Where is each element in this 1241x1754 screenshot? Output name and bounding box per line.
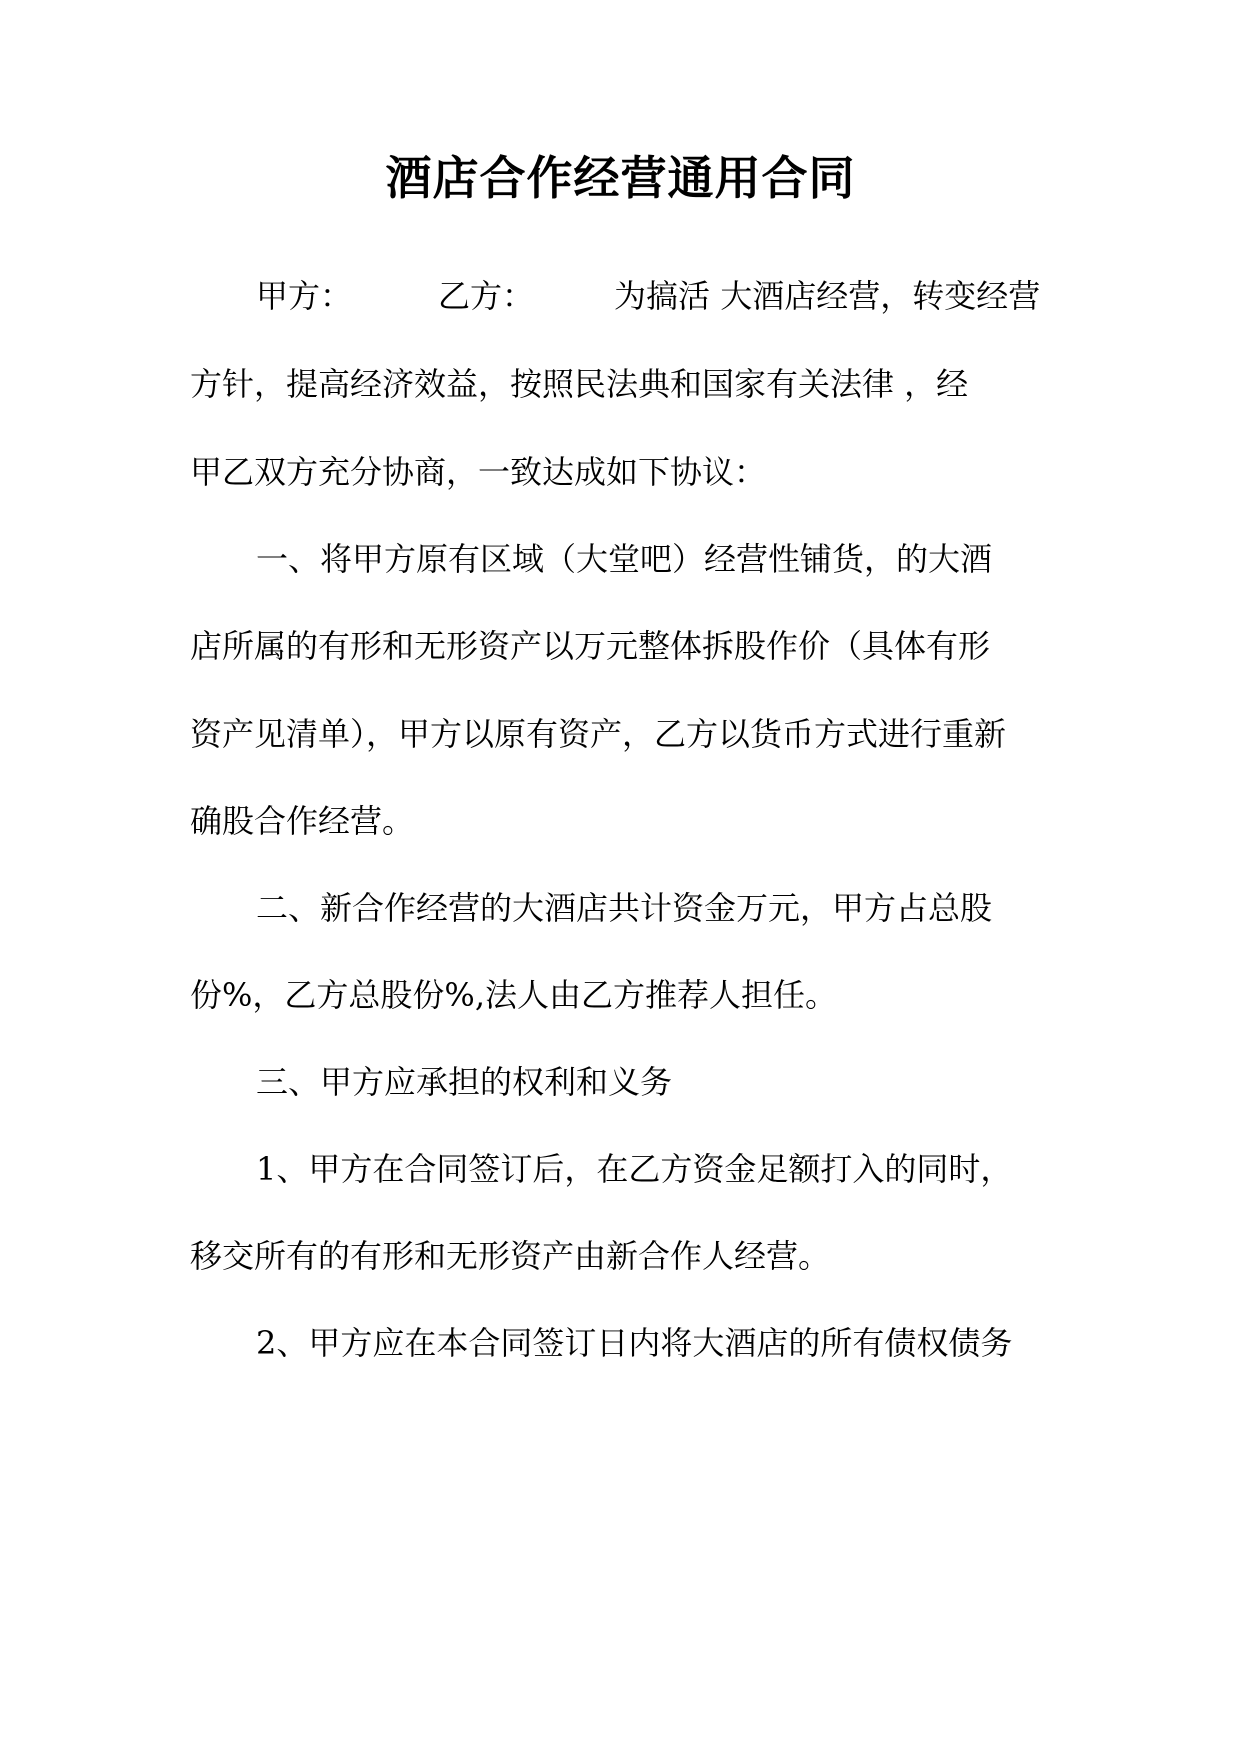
clause-3-item-2-line-1: 2、甲方应在本合同签订日内将大酒店的所有债权债务: [256, 1324, 1013, 1362]
party-b-label: 乙方：: [438, 277, 535, 315]
intro-line-2: 方针，提高经济效益，按照民法典和国家有关法律 ，经: [190, 365, 969, 403]
clause-1-line-3: 资产见清单），甲方以原有资产，乙方以货币方式进行重新: [190, 715, 1007, 753]
clause-2-line-1: 二、新合作经营的大酒店共计资金万元，甲方占总股: [256, 889, 993, 927]
party-a-label: 甲方：: [256, 277, 353, 315]
clause-3-heading: 三、甲方应承担的权利和义务: [256, 1063, 673, 1101]
clause-1-line-1: 一、将甲方原有区域（大堂吧）经营性铺货，的大酒: [256, 540, 993, 578]
clause-3-item-1-line-2: 移交所有的有形和无形资产由新合作人经营。: [190, 1237, 831, 1275]
intro-line-3: 甲乙双方充分协商，一致达成如下协议：: [190, 453, 767, 491]
clause-3-item-1-line-1: 1、甲方在合同签订后，在乙方资金足额打入的同时，: [256, 1150, 1013, 1188]
intro-line-1: [256, 274, 1136, 318]
clause-2-line-2: 份%，乙方总股份%,法人由乙方推荐人担任。: [190, 976, 837, 1014]
clause-1-line-2: 店所属的有形和无形资产以万元整体拆股作价（具体有形: [190, 627, 991, 665]
intro-line-1-text: 为搞活 大酒店经营，转变经营: [614, 277, 1041, 315]
document-title: 酒店合作经营通用合同: [385, 151, 856, 205]
clause-1-line-4: 确股合作经营。: [190, 802, 415, 840]
